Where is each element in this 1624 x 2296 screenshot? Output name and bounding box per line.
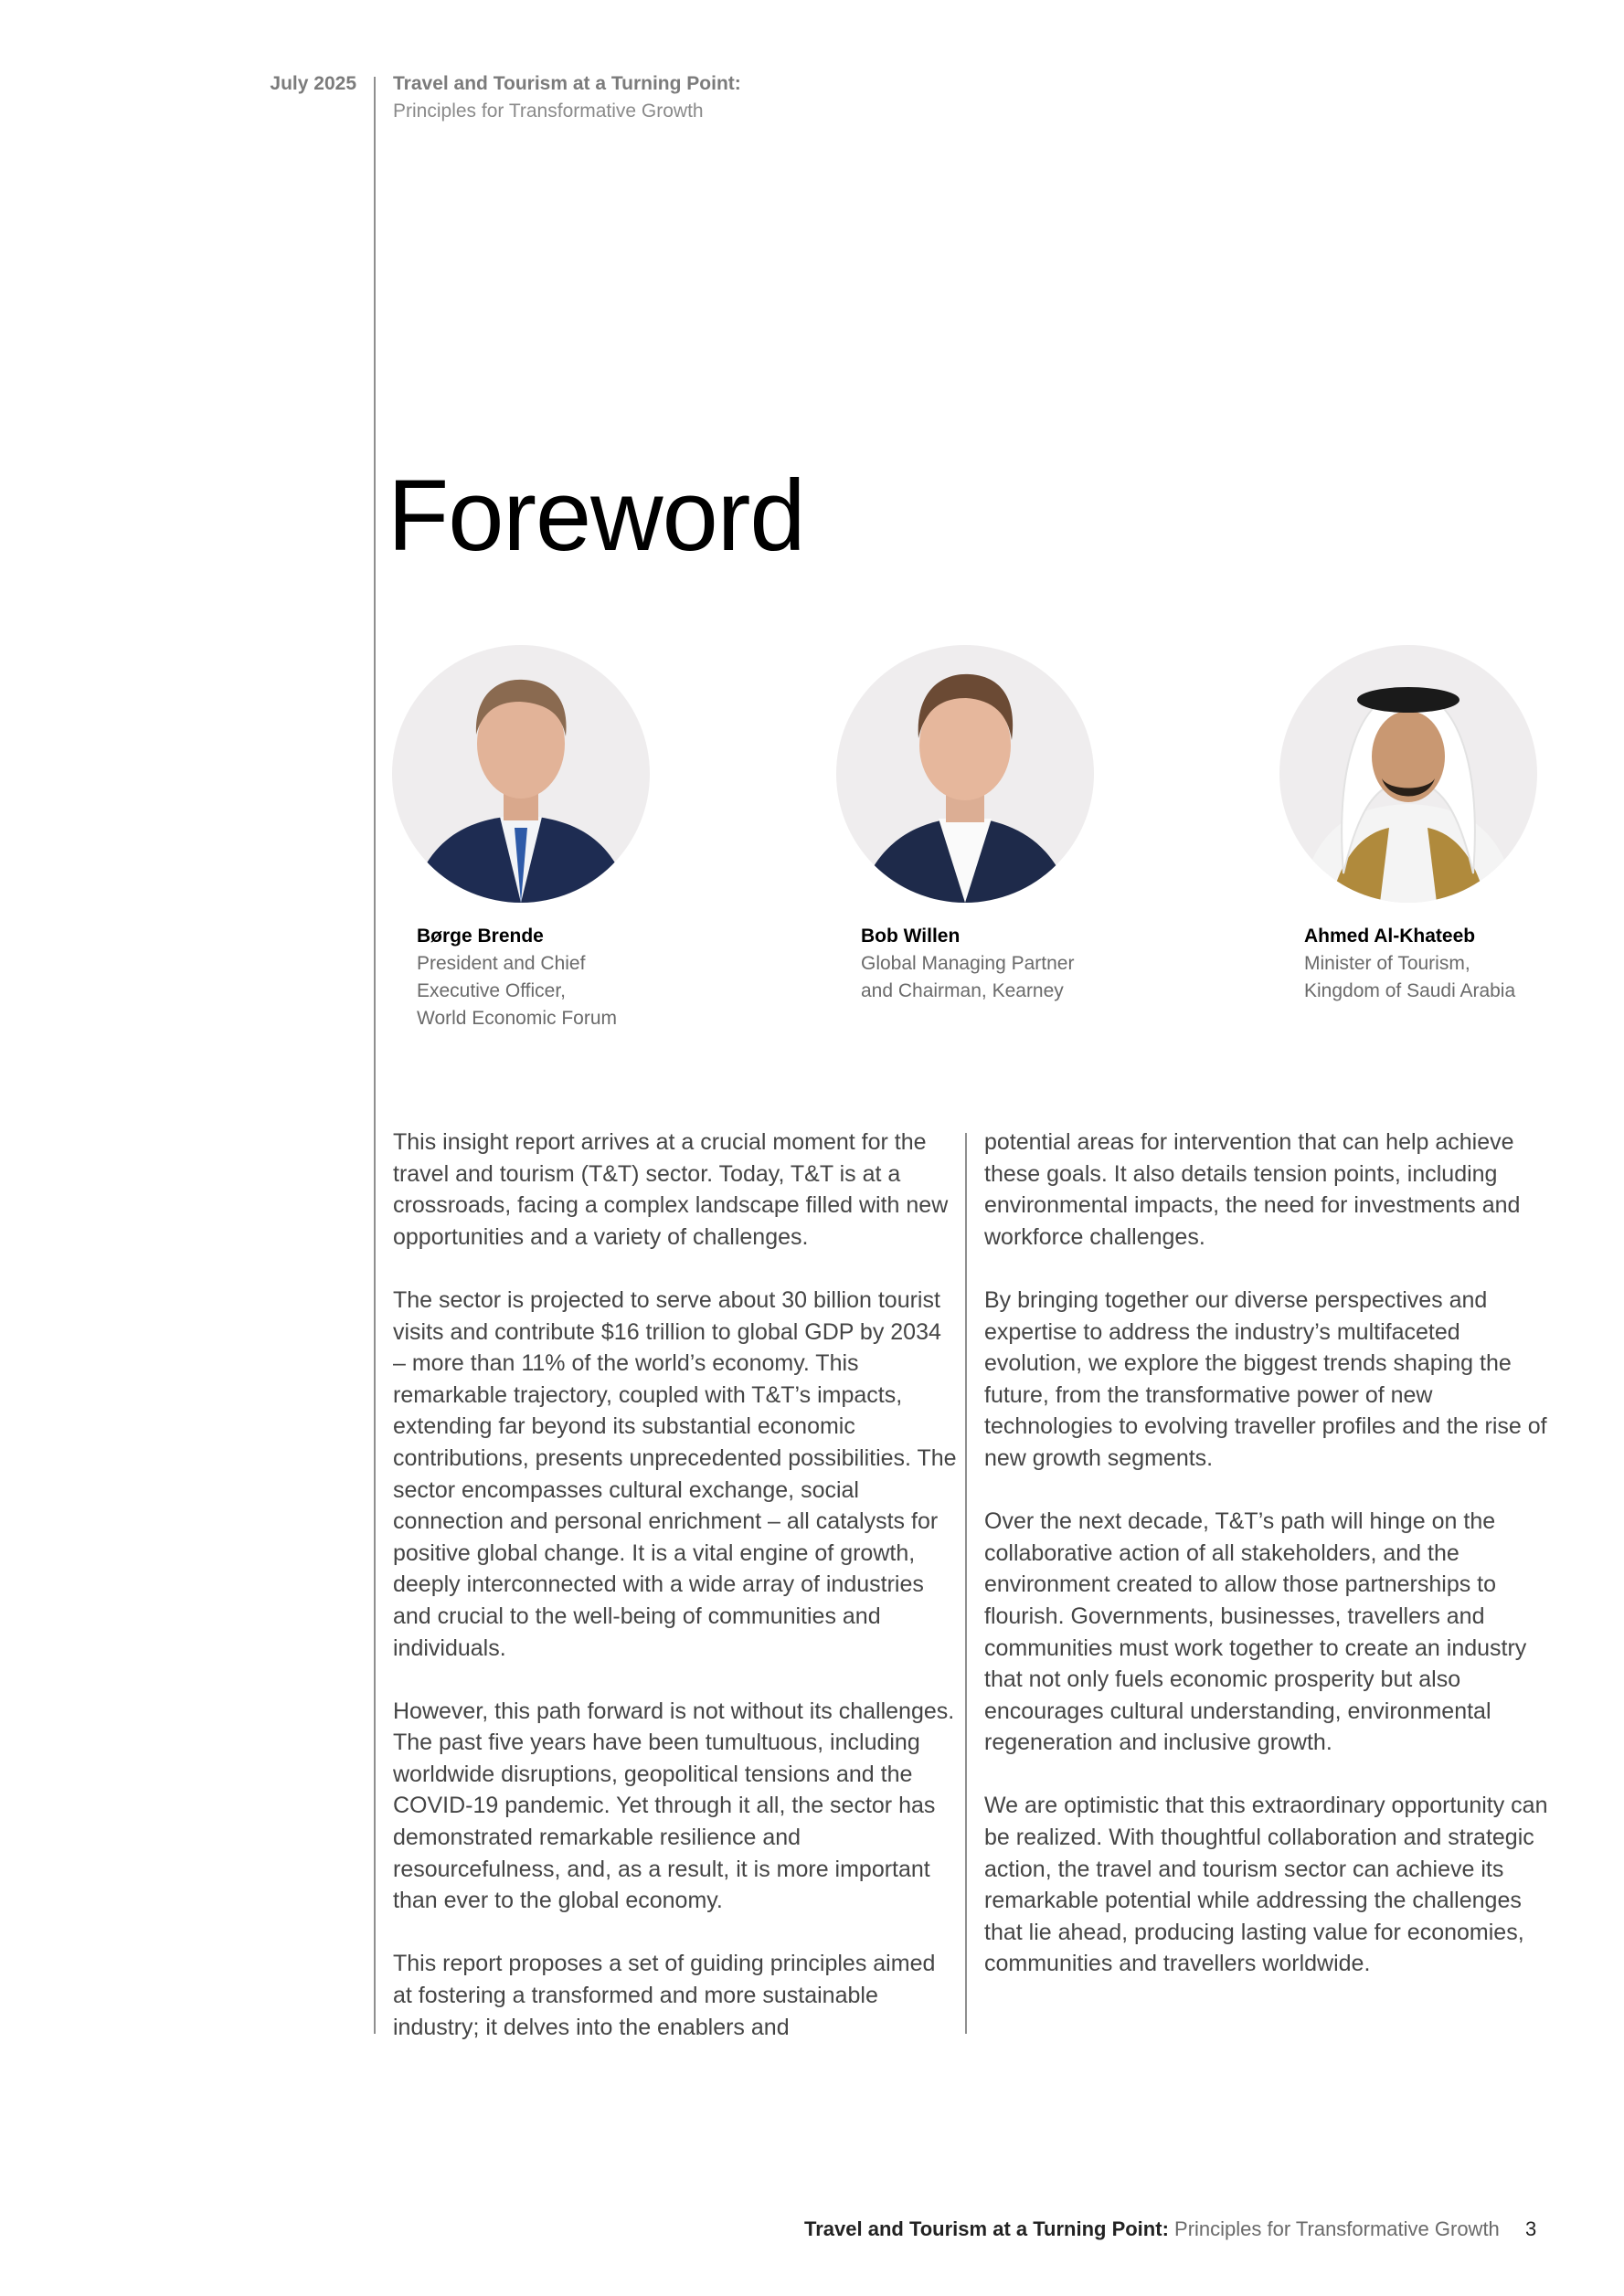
author-bio-2 xyxy=(861,923,1135,1005)
author-role-line: Executive Officer, xyxy=(417,980,567,1001)
body-paragraph: Over the next decade, T&T’s path will hinge on the collaborative action of all stakeholders, and the environment created to allow those partnerships to flourish. Governments, businesses, travellers and communities must work together to create an industry that not only fuels economic prosperity but also encourages cultural understanding, environmental regeneration and inclusive growth. xyxy=(984,1508,1527,1756)
body-paragraph: By bringing together our diverse perspectives and expertise to address the industry’s multifaceted evolution, we explore the biggest trends shaping the future, from the transformative power of new technologies to evolving traveller profiles and the rise of new growth segments. xyxy=(984,1286,1547,1471)
author-role-line: and Chairman, Kearney xyxy=(861,980,1064,1001)
header-date: July 2025 xyxy=(270,73,356,94)
author-role-line: Kingdom of Saudi Arabia xyxy=(1304,980,1516,1001)
header-report-subtitle: Principles for Transformative Growth xyxy=(393,101,704,122)
person-photo-icon xyxy=(836,645,1094,903)
body-paragraph: potential areas for intervention that can help achieve these goals. It also details tension points, including environmental impacts, the need for investments and workforce challenges. xyxy=(984,1129,1521,1250)
footer-title-rest: Principles for Transformative Growth xyxy=(1174,2217,1500,2240)
footer-title-bold: Travel and Tourism at a Turning Point: xyxy=(804,2217,1169,2240)
body-paragraph: This insight report arrives at a crucial moment for the travel and tourism (T&T) sector. Today, T&T is at a crossroads, facing a complex landscape filled with new opportunities and a variety of challenges. xyxy=(393,1129,949,1250)
portrait-borge-brende xyxy=(392,645,650,903)
person-photo-icon xyxy=(1279,645,1537,903)
author-role-line: World Economic Forum xyxy=(417,1008,618,1029)
author-name: Ahmed Al-Khateeb xyxy=(1304,926,1476,947)
author-role-line: Global Managing Partner xyxy=(861,953,1075,974)
page-number: 3 xyxy=(1525,2217,1537,2240)
author-bio-1 xyxy=(417,923,691,1032)
body-paragraph: The sector is projected to serve about 30 billion tourist visits and contribute $16 trillion to global GDP by 2034 – more than 11% of the world’s economy. This remarkable trajectory, coupled with T&T’s impacts, extending far beyond its substantial economic contributions, presents unprecedented possibilities. The sector encompasses cultural exchange, social connection and personal enrichment – all catalysts for positive global change. It is a vital engine of growth, deeply interconnected with a wide array of industries and crucial to the well-being of communities and individuals. xyxy=(393,1286,957,1661)
footer-report-title xyxy=(804,2217,1499,2241)
page-title: Foreword xyxy=(387,460,805,572)
body-paragraph: However, this path forward is not without its challenges. The past five years have been tumultuous, including worldwide disruptions, geopolitical tensions and the COVID-19 pandemic. Yet through it all, the sector has demonstrated remarkable resilience and resourcefulness, and, as a result, it is more important than ever to the global economy. xyxy=(393,1698,955,1914)
column-divider xyxy=(965,1133,967,2034)
body-column-left xyxy=(393,1127,958,2075)
person-photo-icon xyxy=(392,645,650,903)
author-name: Bob Willen xyxy=(861,926,961,947)
author-role-line: President and Chief xyxy=(417,953,586,974)
body-paragraph: This report proposes a set of guiding principles aimed at fostering a transformed and more sustainable industry; it delves into the enablers and xyxy=(393,1951,936,2040)
margin-rule xyxy=(374,77,376,2034)
portrait-bob-willen xyxy=(836,645,1094,903)
body-column-right xyxy=(984,1127,1549,2012)
portrait-ahmed-al-khateeb xyxy=(1279,645,1537,903)
author-bio-3 xyxy=(1304,923,1578,1005)
author-role-line: Minister of Tourism, xyxy=(1304,953,1470,974)
author-name: Børge Brende xyxy=(417,926,544,947)
body-paragraph: We are optimistic that this extraordinary opportunity can be realized. With thoughtful collaboration and strategic action, the travel and tourism sector can achieve its remarkable potential while addressing the challenges that lie ahead, producing lasting value for economies, communities and travellers worldwide. xyxy=(984,1793,1548,1977)
header-report-title: Travel and Tourism at a Turning Point: xyxy=(393,73,741,94)
